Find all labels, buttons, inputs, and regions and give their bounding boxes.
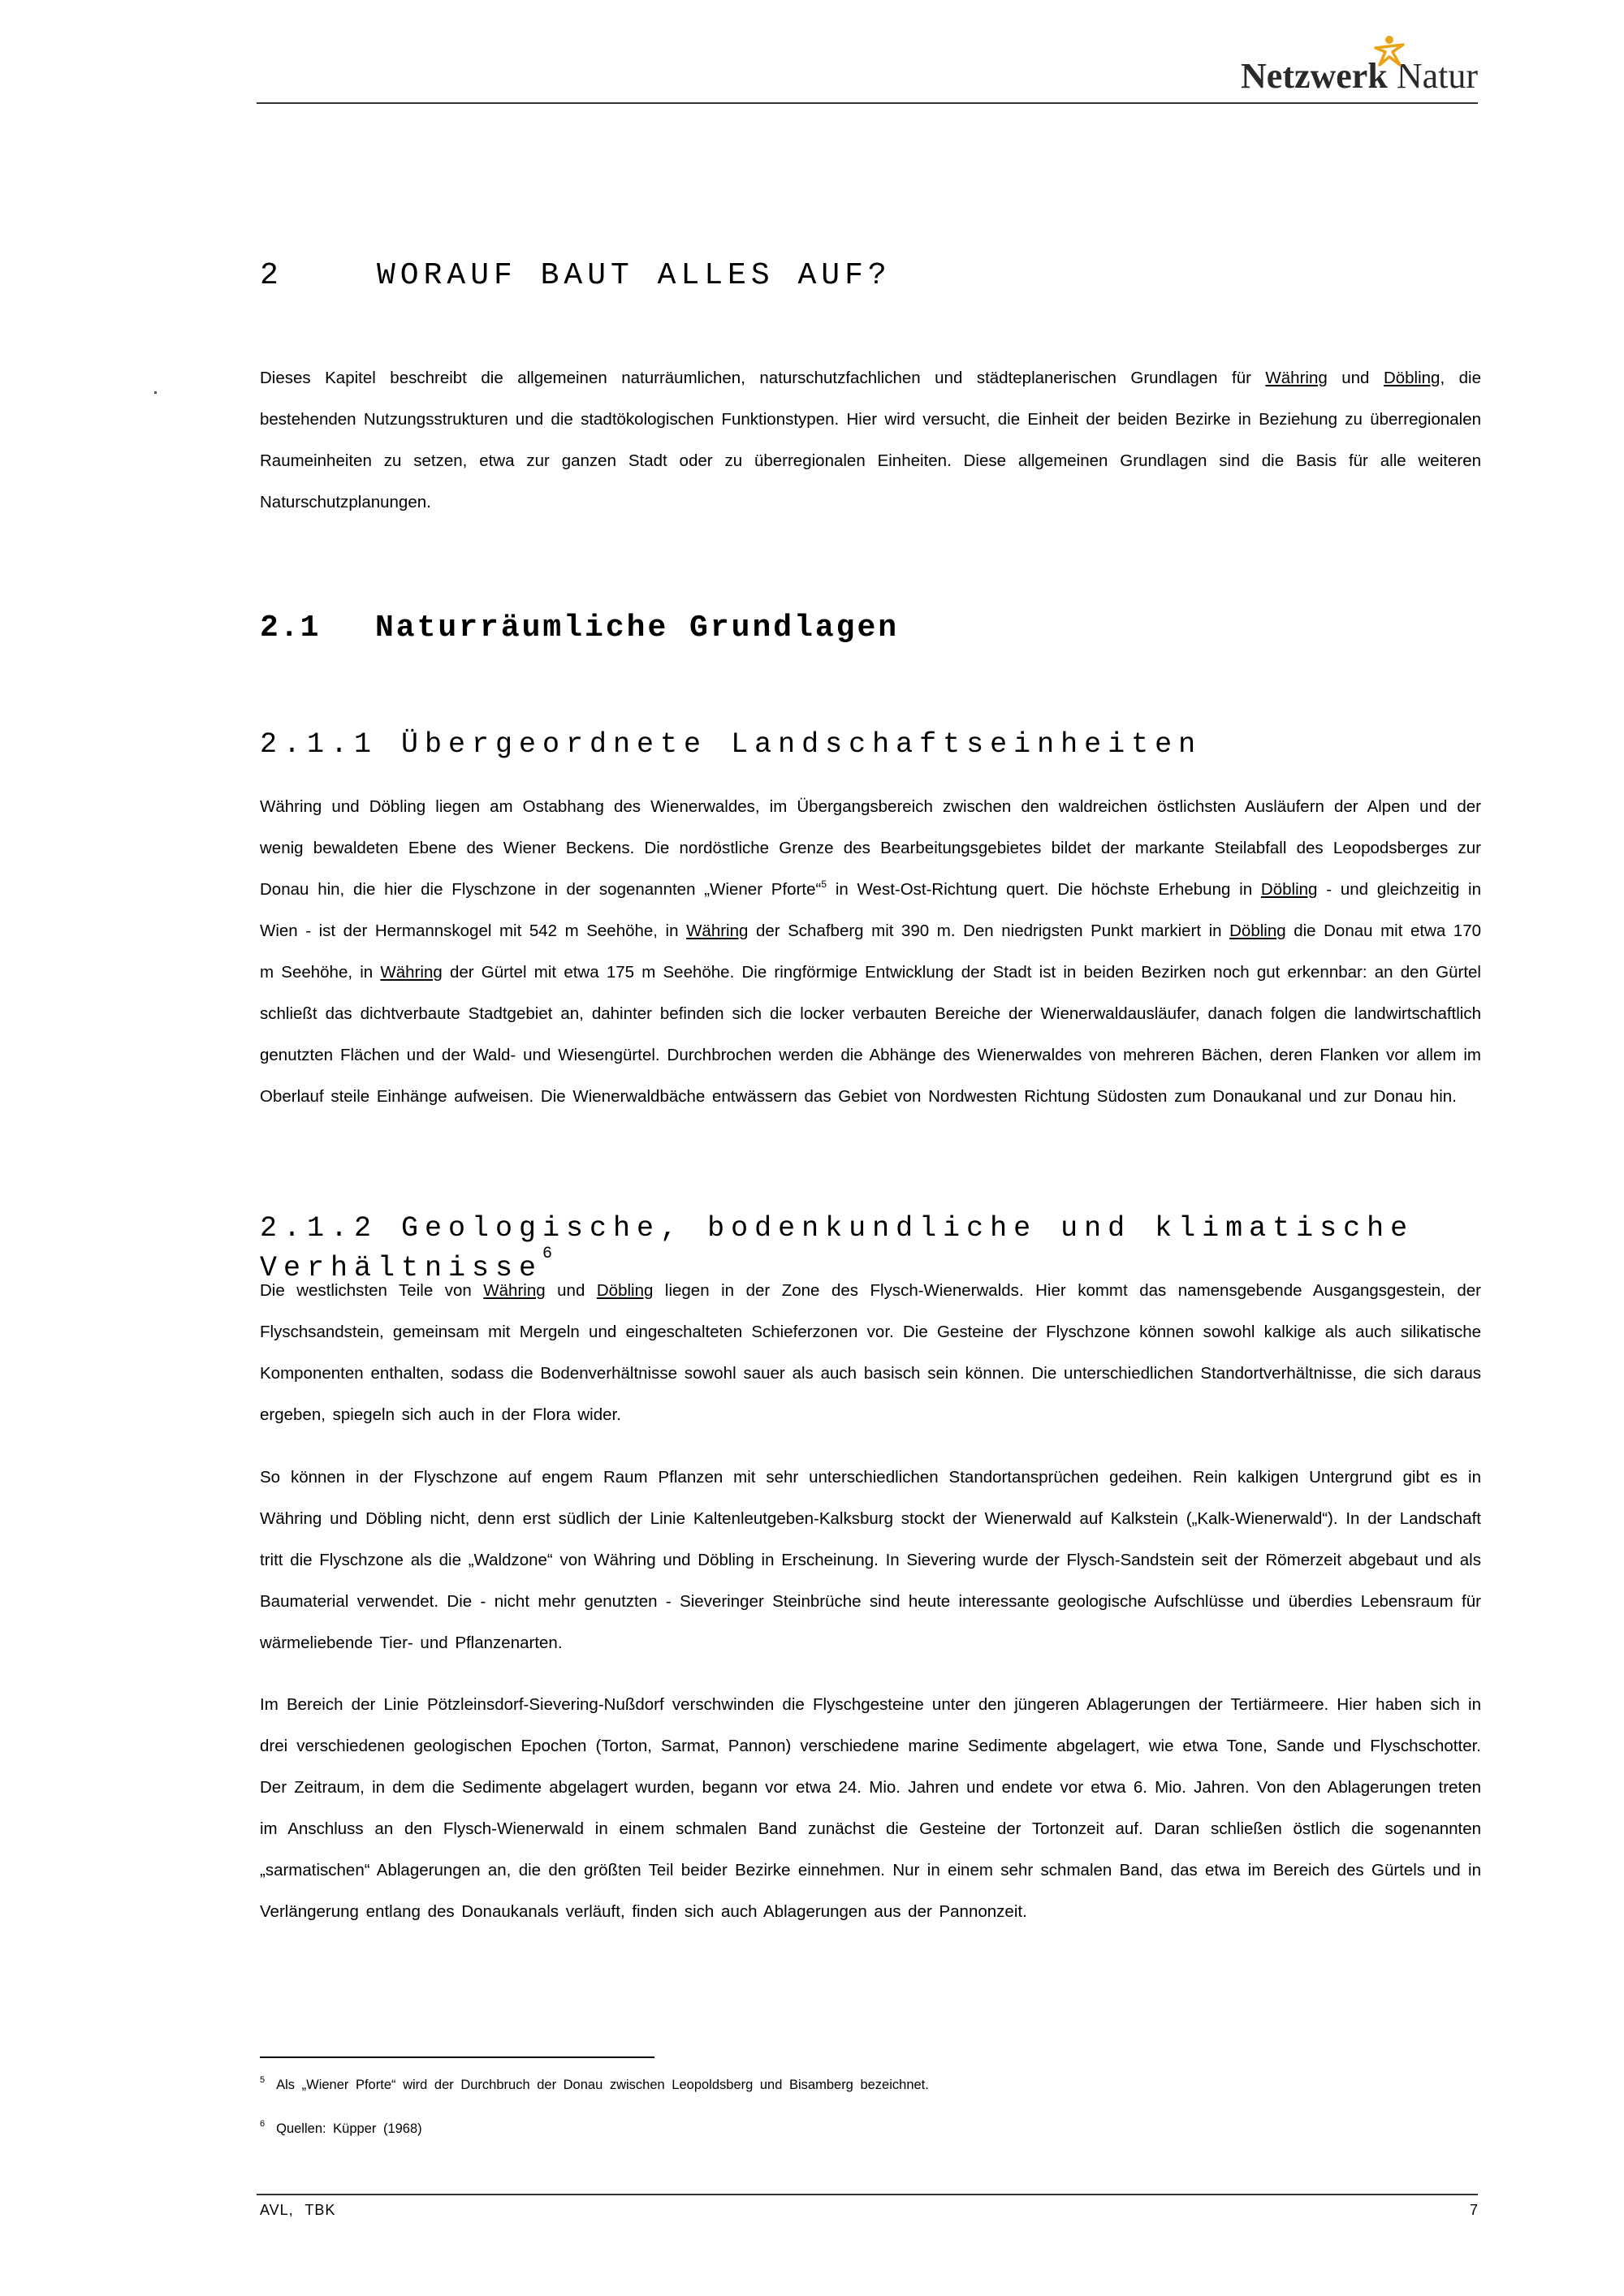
footer-authors: AVL, TBK [260,2202,336,2218]
footnote-ref-5[interactable]: 5 [821,878,827,890]
section-2-1-title: Naturräumliche Grundlagen [375,611,900,645]
intro-link-doebling: Döbling [1383,369,1440,387]
para-text: der Gürtel mit etwa 175 m Seehöhe. Die ringförmige Entwicklung der Stadt ist in beiden Bezirken noch gut erkennbar: an den Gürtel schließt das dichtverbaute Stadtgebiet an, dahinter befinden sich die locker verbauten Bereiche der Wienerwaldausläufer, danach folgen die landwirtschaftlich genutzten Flächen und der Wald- und Wiesengürtel. Durchbrochen werden die Abhänge des Wienerwaldes von mehreren Bächen, deren Flanken vor allem im Oberlauf steile Einhänge aufweisen. Die Wienerwaldbäche entwässern das Gebiet von Nordwesten Richtung Südosten zum Donaukanal und zur Donau hin. [260,963,1481,1106]
para-text: Die westlichsten Teile von [260,1281,484,1300]
intro-text: Dieses Kapitel beschreibt die allgemeinen naturräumlichen, naturschutzfachlichen und städteplanerischen Grundlagen für [260,369,1266,387]
footnote-divider [260,2056,654,2058]
footnote-ref-6[interactable]: 6 [542,1245,553,1263]
chapter-title: WORAUF BAUT ALLES AUF? [377,258,892,293]
intro-text: , die bestehenden Nutzungsstrukturen und die stadtökologischen Funktionstypen. Hier wird versucht, die Einheit der beiden Bezirke in Beziehung zu überregionalen Raumeinheiten zu setzen, etwa zur ganzen Stadt oder zu überregionalen Einheiten. Diese allgemeinen Grundlagen sind die Basis für alle weiteren Naturschutzplanungen. [260,369,1481,511]
header-divider [257,102,1478,104]
chapter-number: 2 [260,258,282,293]
link-doebling: Döbling [596,1281,654,1300]
footer-divider [257,2194,1478,2195]
section-2-1-1-paragraph [260,786,1481,1117]
section-2-1-2-title-text: 2.1.2 Geologische, bodenkundliche und klimatische Verhältnisse [260,1212,1415,1284]
link-waehring: Währing [483,1281,546,1300]
logo-wordmark [1210,55,1478,97]
chapter-intro-paragraph [260,357,1481,523]
section-2-1-2-paragraph-1 [260,1270,1481,1435]
figure-star-icon [1372,34,1406,68]
page-number: 7 [1469,2202,1478,2218]
margin-dot [154,391,157,394]
para-text: Währing und Döbling liegen am Ostabhang des Wienerwaldes, im Übergangsbereich zwischen den waldreichen östlichsten Ausläufern der Alpen und der wenig bewaldeten Ebene des Wiener Beckens. Die nordöstliche Grenze des Bearbeitungsgebietes bildet der markante Steilabfall des Leopodsberges zur Donau hin, die hier die Flyschzone in der sogenannten „Wiener Pforte“ [260,797,1481,899]
section-2-1-1-title: 2.1.1 Übergeordnete Landschaftseinheiten [260,728,1203,761]
footnote-5 [260,2075,929,2093]
para-text: - und gleichzeitig in Wien - ist der Hermannskogel mit 542 m Seehöhe, in [260,880,1481,940]
section-2-1-2-paragraph-3: Im Bereich der Linie Pötzleinsdorf-Sievering-Nußdorf verschwinden die Flyschgesteine unter den jüngeren Ablagerungen der Tertiärmeere. Hier haben sich in drei verschiedenen geologischen Epochen (Torton, Sarmat, Pannon) verschiedene marine Sedimente abgelagert, wie etwa Tone, Sande und Flyschschotter. Der Zeitraum, in dem die Sedimente abgelagert wurden, begann vor etwa 24. Mio. Jahren und endete vor etwa 6. Mio. Jahren. Von den Ablagerungen treten im Anschluss an den Flysch-Wienerwald in einem schmalen Band zunächst die Gesteine der Tortonzeit auf. Daran schließen östlich die sogenannten „sarmatischen“ Ablagerungen an, die den größten Teil beider Bezirke einnehmen. Nur in einem sehr schmalen Band, das etwa im Bereich des Gürtels und in Verlängerung entlang des Donaukanals verläuft, finden sich auch Ablagerungen aus der Pannonzeit. [260,1695,1481,1921]
footnote-mark: 6 [260,2119,266,2129]
link-doebling: Döbling [1229,921,1286,940]
para-text: der Schafberg mit 390 m. Den niedrigsten Punkt markiert in [748,921,1230,940]
intro-link-waehring: Währing [1265,369,1328,387]
footnote-mark: 5 [260,2075,266,2085]
link-waehring: Währing [686,921,749,940]
footnote-text: Als „Wiener Pforte“ wird der Durchbruch der Donau zwischen Leopoldsberg und Bisamberg bezeichnet. [276,2078,929,2092]
intro-text: und [1327,369,1384,387]
link-waehring: Währing [380,963,443,982]
logo-word-netzwerk: Netzwerk [1241,56,1388,96]
footnote-text: Quellen: Küpper (1968) [276,2121,422,2136]
para-text: die Donau mit etwa 170 m Seehöhe, in [260,921,1481,982]
para-text: liegen in der Zone des Flysch-Wienerwalds. Hier kommt das namensgebende Ausgangsgestein, der Flyschsandstein, gemeinsam mit Mergeln und eingeschalteten Schieferzonen vor. Die Gesteine der Flyschzone können sowohl kalkige als auch silikatische Komponenten enthalten, sodass die Bodenverhältnisse sowohl sauer als auch basisch sein können. Die unterschiedlichen Standortverhältnisse, die sich daraus ergeben, spiegeln sich auch in der Flora wider. [260,1281,1481,1424]
section-2-1-2-paragraph-2: So können in der Flyschzone auf engem Raum Pflanzen mit sehr unterschiedlichen Standortansprüchen gedeihen. Rein kalkigen Untergrund gibt es in Währing und Döbling nicht, denn erst südlich der Linie Kaltenleutgeben-Kalksburg stockt der Wienerwald auf Kalkstein („Kalk-Wienerwald“). In der Landschaft tritt die Flyschzone als die „Waldzone“ von Währing und Döbling in Erscheinung. In Sievering wurde der Flysch-Sandstein seit der Römerzeit abgebaut und als Baumaterial verwendet. Die - nicht mehr genutzten - Sieveringer Steinbrüche sind heute interessante geologische Aufschlüsse und überdies Lebensraum für wärmeliebende Tier- und Pflanzenarten. [260,1468,1481,1652]
link-doebling: Döbling [1260,880,1318,899]
footnote-6 [260,2119,422,2137]
para-text: in West-Ost-Richtung quert. Die höchste Erhebung in [827,880,1261,899]
section-2-1-number: 2.1 [260,611,321,645]
logo-word-natur: Natur [1396,56,1478,96]
para-text: und [545,1281,597,1300]
